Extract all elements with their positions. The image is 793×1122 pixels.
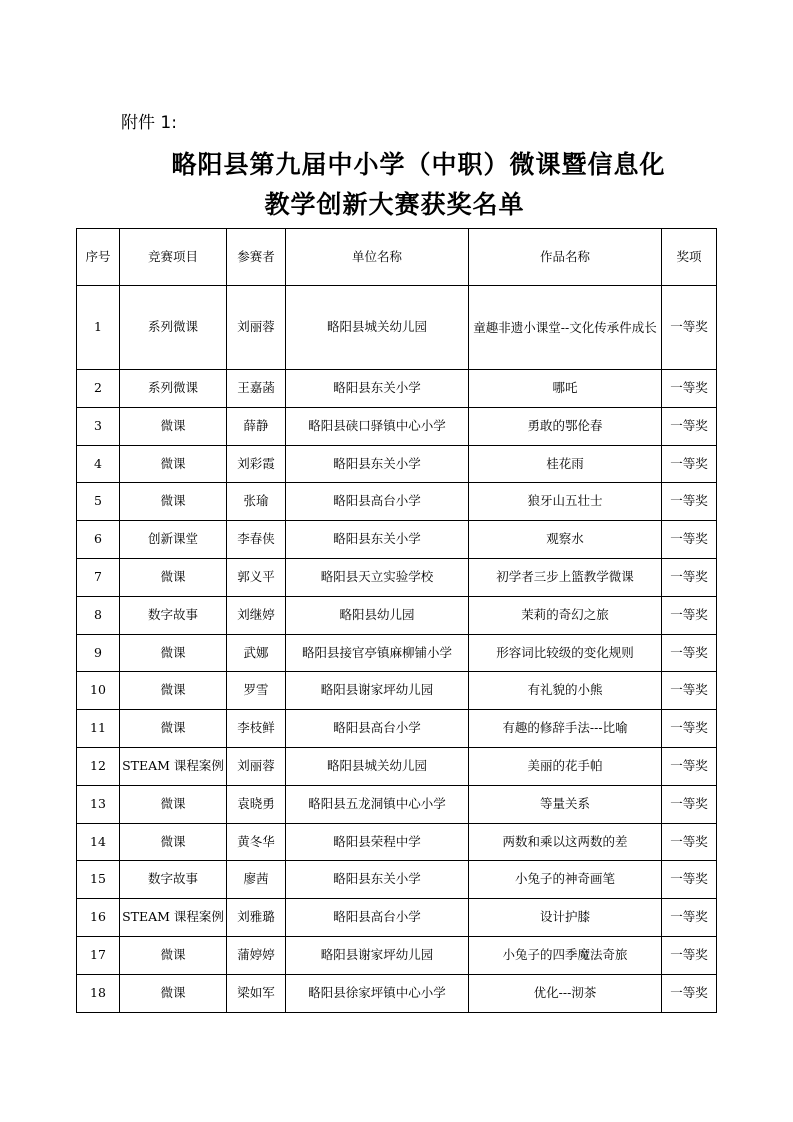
cell-participant: 刘继婷: [227, 596, 286, 634]
cell-no: 16: [77, 899, 120, 937]
cell-work: 有趣的修辞手法---比喻: [469, 710, 662, 748]
cell-award: 一等奖: [662, 974, 717, 1012]
table-header-row: [77, 229, 717, 286]
table-row: [77, 521, 717, 559]
cell-no: 6: [77, 521, 120, 559]
cell-work: 初学者三步上篮教学微课: [469, 558, 662, 596]
cell-participant: 张瑜: [227, 483, 286, 521]
table-row: [77, 286, 717, 370]
cell-award: 一等奖: [662, 747, 717, 785]
cell-award: 一等奖: [662, 286, 717, 370]
cell-award: 一等奖: [662, 823, 717, 861]
table-row: [77, 823, 717, 861]
cell-no: 18: [77, 974, 120, 1012]
header-unit: 单位名称: [286, 229, 469, 286]
cell-unit: 略阳县接官亭镇麻柳铺小学: [286, 634, 469, 672]
cell-participant: 罗雪: [227, 672, 286, 710]
cell-unit: 略阳县东关小学: [286, 861, 469, 899]
cell-project: 系列微课: [120, 370, 227, 408]
cell-project: 微课: [120, 558, 227, 596]
header-work: 作品名称: [469, 229, 662, 286]
cell-award: 一等奖: [662, 445, 717, 483]
cell-participant: 郭义平: [227, 558, 286, 596]
header-award: 奖项: [662, 229, 717, 286]
cell-project: 微课: [120, 974, 227, 1012]
table-row: [77, 899, 717, 937]
cell-no: 10: [77, 672, 120, 710]
cell-no: 1: [77, 286, 120, 370]
cell-no: 3: [77, 407, 120, 445]
cell-project: 数字故事: [120, 596, 227, 634]
table-row: [77, 634, 717, 672]
header-no: 序号: [77, 229, 120, 286]
cell-no: 14: [77, 823, 120, 861]
cell-award: 一等奖: [662, 558, 717, 596]
cell-award: 一等奖: [662, 710, 717, 748]
cell-participant: 武娜: [227, 634, 286, 672]
cell-unit: 略阳县东关小学: [286, 521, 469, 559]
table-row: [77, 445, 717, 483]
cell-project: 微课: [120, 407, 227, 445]
cell-participant: 王嘉菡: [227, 370, 286, 408]
cell-project: 微课: [120, 483, 227, 521]
table-row: [77, 407, 717, 445]
cell-work: 设计护膝: [469, 899, 662, 937]
cell-no: 11: [77, 710, 120, 748]
cell-participant: 薛静: [227, 407, 286, 445]
cell-work: 狼牙山五壮士: [469, 483, 662, 521]
cell-work: 茉莉的奇幻之旅: [469, 596, 662, 634]
cell-unit: 略阳县高台小学: [286, 899, 469, 937]
cell-award: 一等奖: [662, 861, 717, 899]
page-title-line-1: 略阳县第九届中小学（中职）微课暨信息化: [171, 150, 666, 179]
cell-work: 美丽的花手帕: [469, 747, 662, 785]
cell-work: 桂花雨: [469, 445, 662, 483]
cell-project: 微课: [120, 672, 227, 710]
cell-no: 15: [77, 861, 120, 899]
cell-award: 一等奖: [662, 672, 717, 710]
cell-participant: 廖茜: [227, 861, 286, 899]
cell-work: 有礼貌的小熊: [469, 672, 662, 710]
cell-award: 一等奖: [662, 521, 717, 559]
cell-work: 小兔子的四季魔法奇旅: [469, 936, 662, 974]
cell-participant: 刘雅璐: [227, 899, 286, 937]
table-row: [77, 672, 717, 710]
cell-unit: 略阳县徐家坪镇中心小学: [286, 974, 469, 1012]
cell-participant: 李春侠: [227, 521, 286, 559]
cell-award: 一等奖: [662, 370, 717, 408]
cell-project: STEAM 课程案例: [120, 747, 227, 785]
cell-project: 微课: [120, 710, 227, 748]
cell-no: 13: [77, 785, 120, 823]
table-row: [77, 861, 717, 899]
cell-unit: 略阳县东关小学: [286, 445, 469, 483]
cell-unit: 略阳县城关幼儿园: [286, 747, 469, 785]
header-participant: 参赛者: [227, 229, 286, 286]
cell-participant: 刘彩霞: [227, 445, 286, 483]
cell-project: 系列微课: [120, 286, 227, 370]
table-row: [77, 936, 717, 974]
cell-unit: 略阳县东关小学: [286, 370, 469, 408]
cell-project: 微课: [120, 785, 227, 823]
table-row: [77, 785, 717, 823]
cell-no: 7: [77, 558, 120, 596]
cell-project: 微课: [120, 445, 227, 483]
cell-project: 微课: [120, 823, 227, 861]
cell-participant: 刘丽蓉: [227, 286, 286, 370]
table-row: [77, 974, 717, 1012]
cell-work: 形容词比较级的变化规则: [469, 634, 662, 672]
cell-no: 9: [77, 634, 120, 672]
cell-participant: 黄冬华: [227, 823, 286, 861]
table-row: [77, 483, 717, 521]
table-row: [77, 370, 717, 408]
cell-award: 一等奖: [662, 407, 717, 445]
cell-award: 一等奖: [662, 596, 717, 634]
cell-participant: 梁如军: [227, 974, 286, 1012]
cell-award: 一等奖: [662, 483, 717, 521]
cell-participant: 蒲婷婷: [227, 936, 286, 974]
cell-work: 观察水: [469, 521, 662, 559]
cell-project: STEAM 课程案例: [120, 899, 227, 937]
cell-award: 一等奖: [662, 634, 717, 672]
cell-work: 勇敢的鄂伦春: [469, 407, 662, 445]
cell-participant: 袁晓勇: [227, 785, 286, 823]
cell-work: 等量关系: [469, 785, 662, 823]
cell-work: 童趣非遗小课堂--文化传承件成长: [469, 286, 662, 370]
cell-project: 微课: [120, 936, 227, 974]
table-row: [77, 747, 717, 785]
cell-unit: 略阳县天立实验学校: [286, 558, 469, 596]
cell-no: 12: [77, 747, 120, 785]
attachment-label: 附件 1:: [121, 113, 177, 133]
cell-project: 创新课堂: [120, 521, 227, 559]
cell-unit: 略阳县城关幼儿园: [286, 286, 469, 370]
header-project: 竞赛项目: [120, 229, 227, 286]
table-row: [77, 596, 717, 634]
cell-unit: 略阳县谢家坪幼儿园: [286, 936, 469, 974]
cell-award: 一等奖: [662, 936, 717, 974]
cell-project: 数字故事: [120, 861, 227, 899]
cell-unit: 略阳县谢家坪幼儿园: [286, 672, 469, 710]
table-row: [77, 710, 717, 748]
table-row: [77, 558, 717, 596]
cell-unit: 略阳县硖口驿镇中心小学: [286, 407, 469, 445]
cell-work: 优化---沏茶: [469, 974, 662, 1012]
cell-unit: 略阳县高台小学: [286, 710, 469, 748]
cell-project: 微课: [120, 634, 227, 672]
cell-participant: 李枝鲜: [227, 710, 286, 748]
cell-unit: 略阳县高台小学: [286, 483, 469, 521]
cell-participant: 刘丽蓉: [227, 747, 286, 785]
page-title-line-2: 教学创新大赛获奖名单: [264, 190, 525, 219]
cell-unit: 略阳县五龙洞镇中心小学: [286, 785, 469, 823]
award-table: [76, 228, 717, 1013]
cell-unit: 略阳县幼儿园: [286, 596, 469, 634]
cell-no: 17: [77, 936, 120, 974]
cell-work: 小兔子的神奇画笔: [469, 861, 662, 899]
cell-unit: 略阳县荣程中学: [286, 823, 469, 861]
cell-work: 两数和乘以这两数的差: [469, 823, 662, 861]
cell-no: 4: [77, 445, 120, 483]
cell-no: 5: [77, 483, 120, 521]
cell-no: 8: [77, 596, 120, 634]
cell-award: 一等奖: [662, 785, 717, 823]
cell-award: 一等奖: [662, 899, 717, 937]
cell-no: 2: [77, 370, 120, 408]
cell-work: 哪吒: [469, 370, 662, 408]
